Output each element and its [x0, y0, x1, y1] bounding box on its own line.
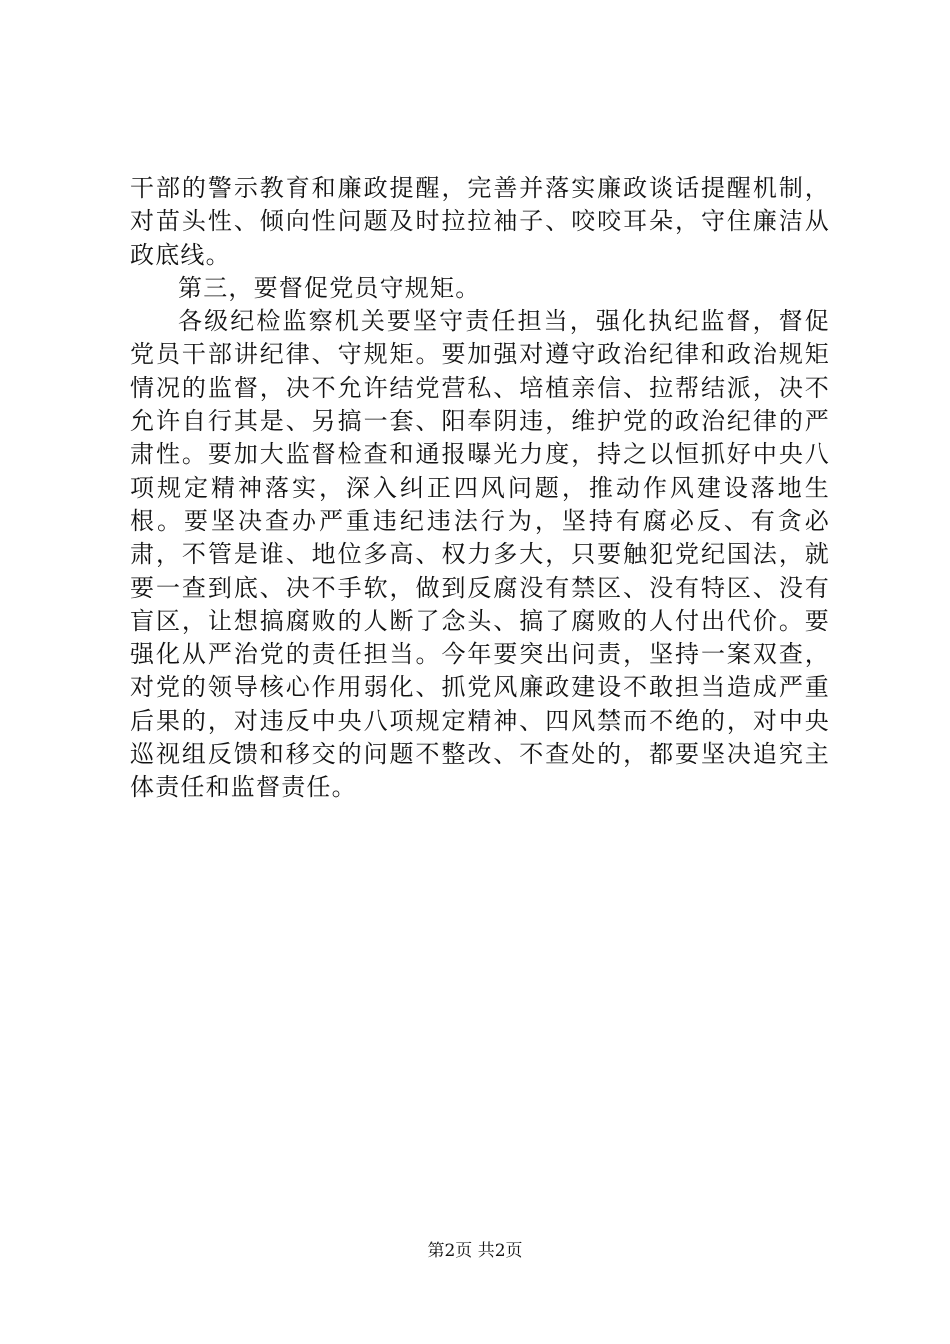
document-body: [130, 172, 830, 805]
paragraph-continuation: 干部的警示教育和廉政提醒，完善并落实廉政谈话提醒机制，对苗头性、倾向性问题及时拉拉袖子、咬咬耳朵，守住廉洁从政底线。: [130, 174, 830, 269]
paragraph-heading-third: 第三，要督促党员守规矩。: [178, 273, 481, 302]
paragraph-main: 各级纪检监察机关要坚守责任担当，强化执纪监督，督促党员干部讲纪律、守规矩。要加强对遵守政治纪律和政治规矩情况的监督，决不允许结党营私、培植亲信、拉帮结派，决不允许自行其是、另搞一套、阳奉阴违，维护党的政治纪律的严肃性。要加大监督检查和通报曝光力度，持之以恒抓好中央八项规定精神落实，深入纠正四风问题，推动作风建设落地生根。要坚决查办严重违纪违法行为，坚持有腐必反、有贪必肃，不管是谁、地位多高、权力多大，只要触犯党纪国法，就要一查到底、决不手软，做到反腐没有禁区、没有特区、没有盲区，让想搞腐败的人断了念头、搞了腐败的人付出代价。要强化从严治党的责任担当。今年要突出问责，坚持一案双查，对党的领导核心作用弱化、抓党风廉政建设不敢担当造成严重后果的，对违反中央八项规定精神、四风禁而不绝的，对中央巡视组反馈和移交的问题不整改、不查处的，都要坚决追究主体责任和监督责任。: [130, 307, 830, 802]
page-number-footer: 第2页 共2页: [427, 1241, 523, 1261]
